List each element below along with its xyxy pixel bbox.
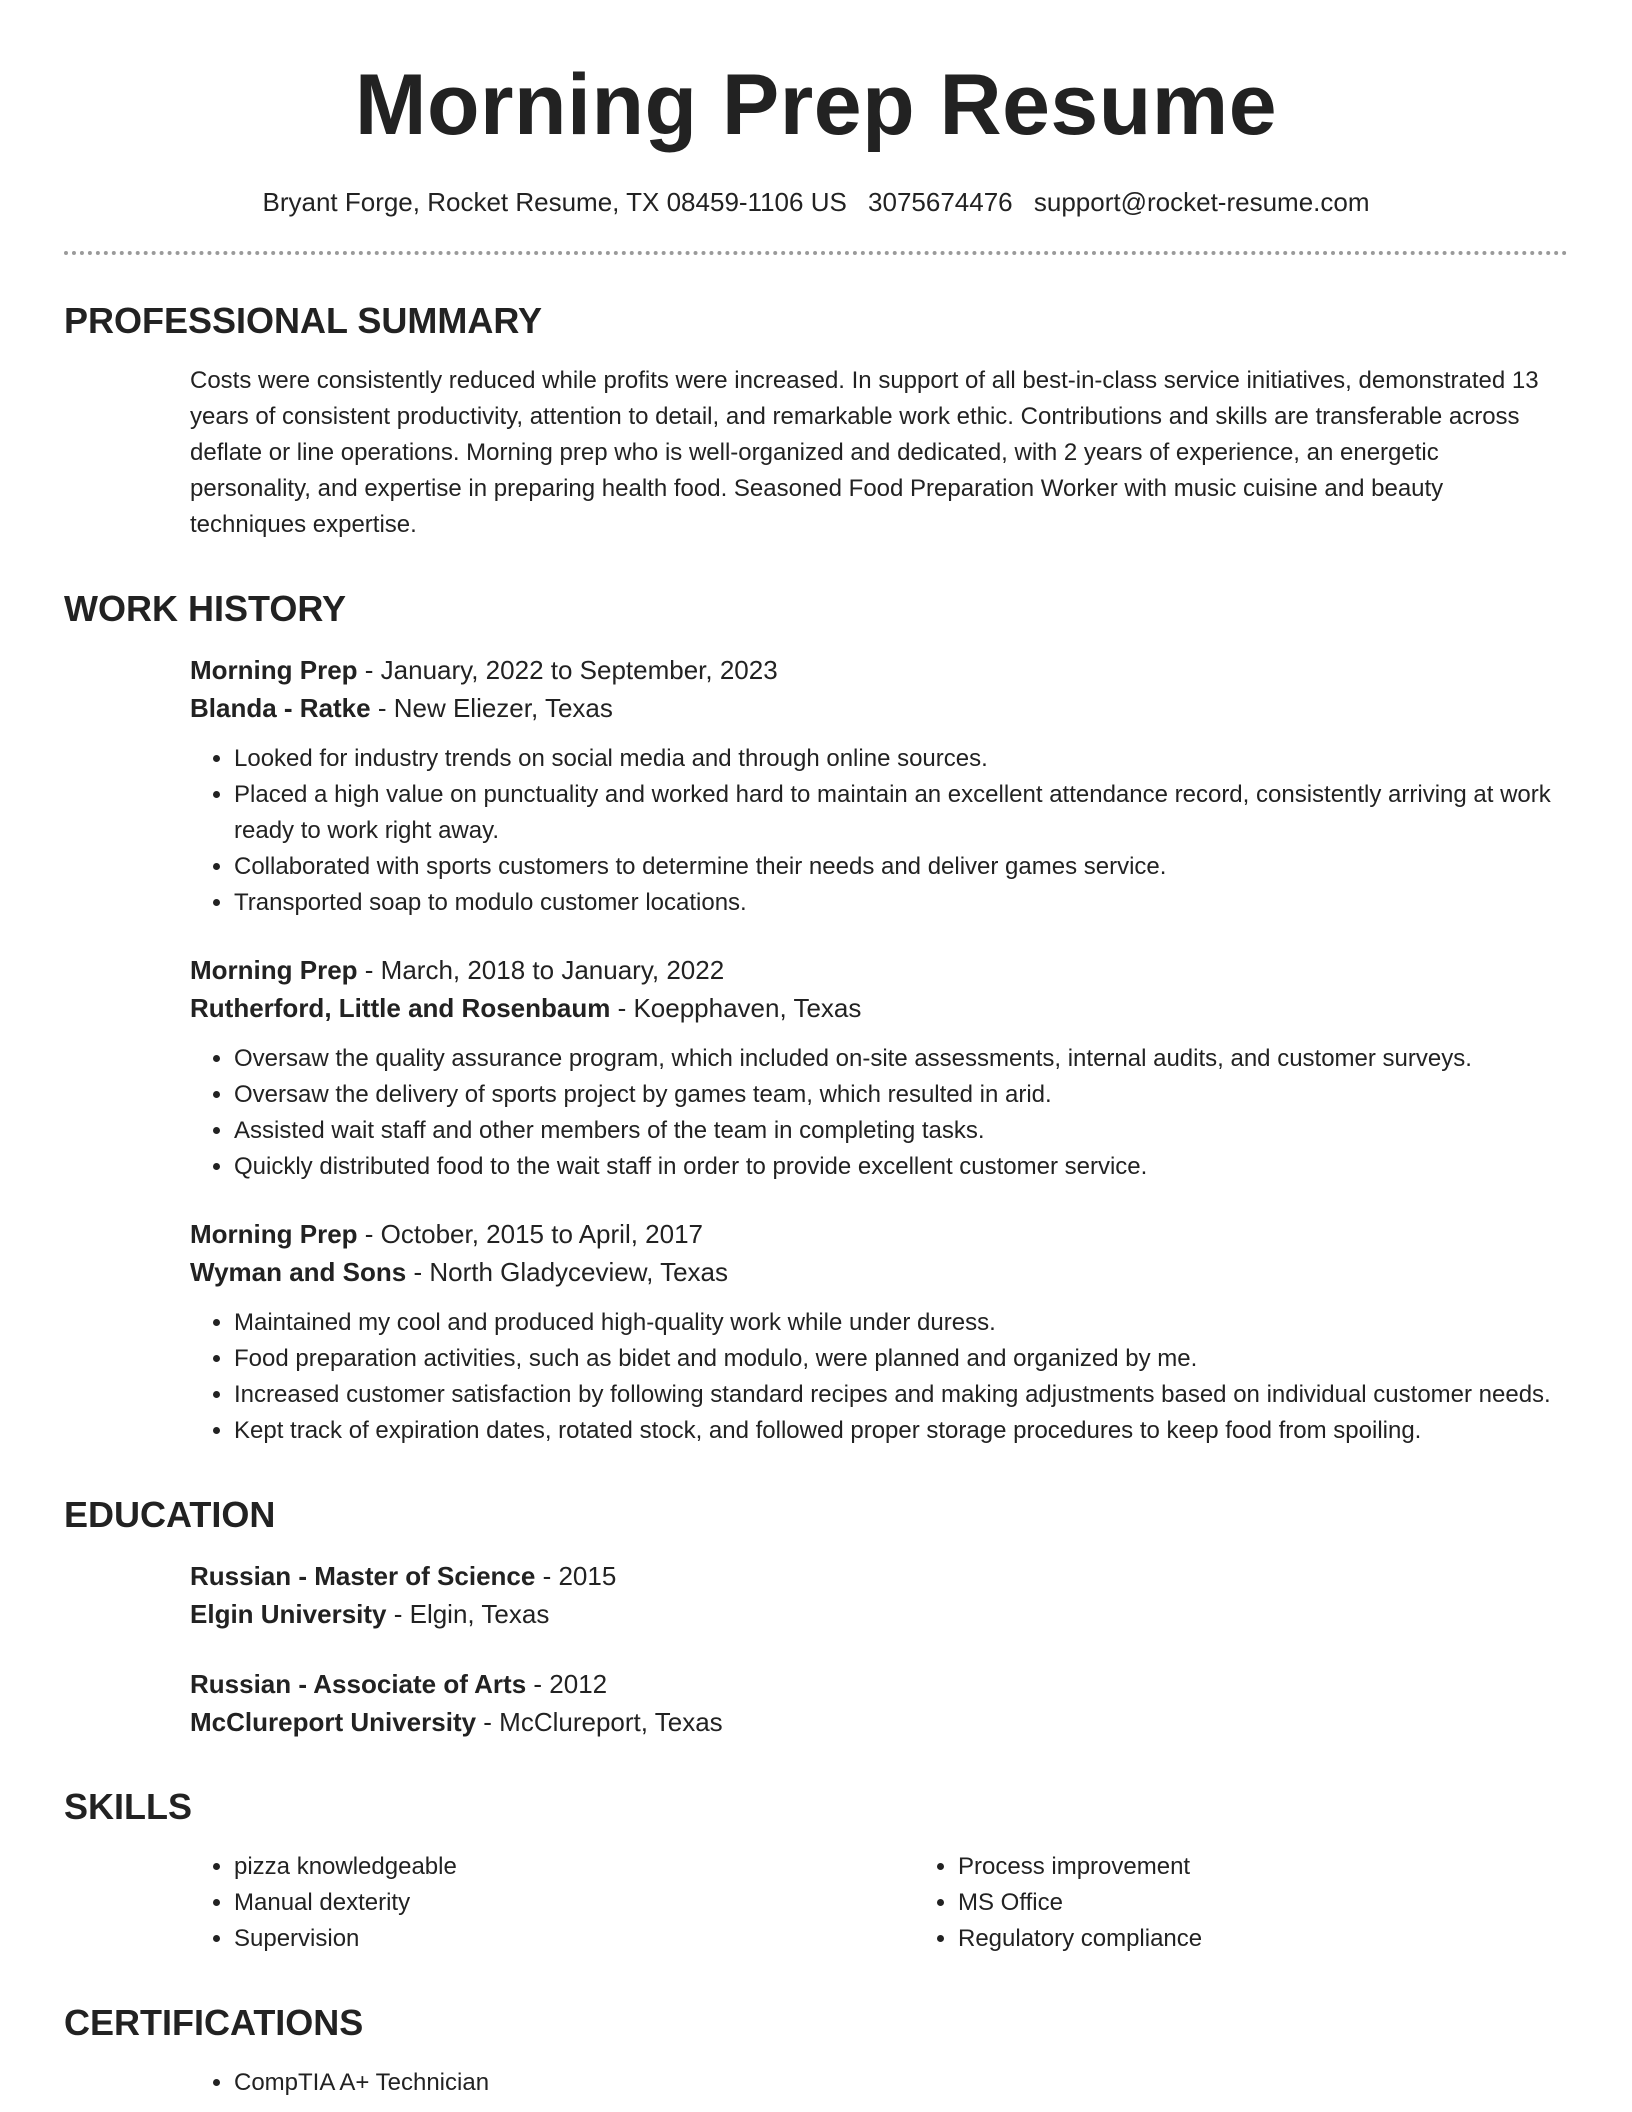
education-section <box>64 1557 1568 1741</box>
job-duties <box>190 1041 1560 1185</box>
job-company-line <box>190 689 1560 727</box>
education-heading: EDUCATION <box>64 1494 276 1535</box>
job-role: Morning Prep <box>190 1219 358 1249</box>
job-duty: • Oversaw the quality assurance program, which included on-site assessments, internal audits, and customer surveys. <box>234 1041 1560 1077</box>
skills-column-right <box>914 1849 1632 1957</box>
education-entry <box>190 1557 1560 1633</box>
skill-item: • Supervision <box>234 1921 914 1957</box>
job-duty: • Looked for industry trends on social media and through online sources. <box>234 741 1560 777</box>
job-role: Morning Prep <box>190 655 358 685</box>
job-title-line <box>190 951 1560 989</box>
job-title-line <box>190 1215 1560 1253</box>
school-location: - Elgin, Texas <box>386 1599 550 1629</box>
certification-item: • CompTIA A+ Technician <box>234 2065 1560 2101</box>
skill-item: • Process improvement <box>958 1849 1632 1885</box>
job-duty: • Oversaw the delivery of sports project by games team, which resulted in arid. <box>234 1077 1560 1113</box>
skill-item: • pizza knowledgeable <box>234 1849 914 1885</box>
work-history-section <box>64 651 1568 1449</box>
job-title-line <box>190 651 1560 689</box>
job-location: - North Gladyceview, Texas <box>406 1257 728 1287</box>
job-duty: • Maintained my cool and produced high-quality work while under duress. <box>234 1305 1560 1341</box>
school-location: - McClureport, Texas <box>476 1707 723 1737</box>
job-duty: • Kept track of expiration dates, rotated stock, and followed proper storage procedures to keep food from spoiling. <box>234 1413 1560 1449</box>
degree-line <box>190 1557 1560 1595</box>
summary-text: Costs were consistently reduced while profits were increased. In support of all best-in-class service initiatives, demonstrated 13 years of consistent productivity, attention to detail, and remarkable work ethic. Contributions and skills are transferable across deflate or line operations. Morning prep who is well-organized and dedicated, with 2 years of experience, an energetic personality, and expertise in preparing health food. Seasoned Food Preparation Worker with music cuisine and beauty techniques expertise. <box>190 367 1539 538</box>
job-duty: • Increased customer satisfaction by following standard recipes and making adjustments based on individual customer needs. <box>234 1377 1560 1413</box>
job-duty: • Placed a high value on punctuality and worked hard to maintain an excellent attendance record, consistently arriving at work ready to work right away. <box>234 777 1560 849</box>
degree-line <box>190 1665 1560 1703</box>
school: Elgin University <box>190 1599 387 1629</box>
skills-grid <box>190 1849 1560 1957</box>
certifications-section <box>64 2065 1568 2101</box>
job-duties <box>190 741 1560 921</box>
skill-item: • Regulatory compliance <box>958 1921 1632 1957</box>
contact-line <box>64 185 1568 219</box>
job-duty: • Food preparation activities, such as bidet and modulo, were planned and organized by me. <box>234 1341 1560 1377</box>
job-location: - New Eliezer, Texas <box>370 693 613 723</box>
job-company: Rutherford, Little and Rosenbaum <box>190 993 611 1023</box>
job-dates: - January, 2022 to September, 2023 <box>357 655 778 685</box>
summary-section <box>64 363 1568 543</box>
certifications-list <box>190 2065 1560 2101</box>
contact-phone: 3075674476 <box>868 187 1013 217</box>
skills-column-left <box>190 1849 914 1957</box>
job-dates: - October, 2015 to April, 2017 <box>357 1219 704 1249</box>
graduation-year: - 2015 <box>535 1561 617 1591</box>
contact-email: support@rocket-resume.com <box>1033 187 1370 217</box>
job-company: Blanda - Ratke <box>190 693 371 723</box>
school: McClureport University <box>190 1707 477 1737</box>
skill-item: • Manual dexterity <box>234 1885 914 1921</box>
job-dates: - March, 2018 to January, 2022 <box>357 955 725 985</box>
skill-item: • MS Office <box>958 1885 1632 1921</box>
job-company-line <box>190 989 1560 1027</box>
resume-title: Morning Prep Resume <box>354 57 1278 153</box>
degree: Russian - Associate of Arts <box>190 1669 527 1699</box>
header-divider <box>64 251 1568 255</box>
contact-address: Bryant Forge, Rocket Resume, TX 08459-1106 US <box>262 187 847 217</box>
job-company: Wyman and Sons <box>190 1257 407 1287</box>
education-entry <box>190 1665 1560 1741</box>
job-entry <box>190 951 1560 1185</box>
job-entry <box>190 651 1560 921</box>
skills-section <box>64 1849 1568 1957</box>
job-entry <box>190 1215 1560 1449</box>
work-history-heading: WORK HISTORY <box>64 588 347 629</box>
job-company-line <box>190 1253 1560 1291</box>
job-duty: • Transported soap to modulo customer locations. <box>234 885 1560 921</box>
job-role: Morning Prep <box>190 955 358 985</box>
job-duties <box>190 1305 1560 1449</box>
summary-heading: PROFESSIONAL SUMMARY <box>64 300 543 341</box>
graduation-year: - 2012 <box>526 1669 608 1699</box>
job-duty: • Collaborated with sports customers to determine their needs and deliver games service. <box>234 849 1560 885</box>
school-line <box>190 1595 1560 1633</box>
job-location: - Koepphaven, Texas <box>610 993 862 1023</box>
school-line <box>190 1703 1560 1741</box>
job-duty: • Quickly distributed food to the wait staff in order to provide excellent customer service. <box>234 1149 1560 1185</box>
skills-heading: SKILLS <box>64 1786 193 1827</box>
certifications-heading: CERTIFICATIONS <box>64 2002 364 2043</box>
job-duty: • Assisted wait staff and other members of the team in completing tasks. <box>234 1113 1560 1149</box>
degree: Russian - Master of Science <box>190 1561 536 1591</box>
